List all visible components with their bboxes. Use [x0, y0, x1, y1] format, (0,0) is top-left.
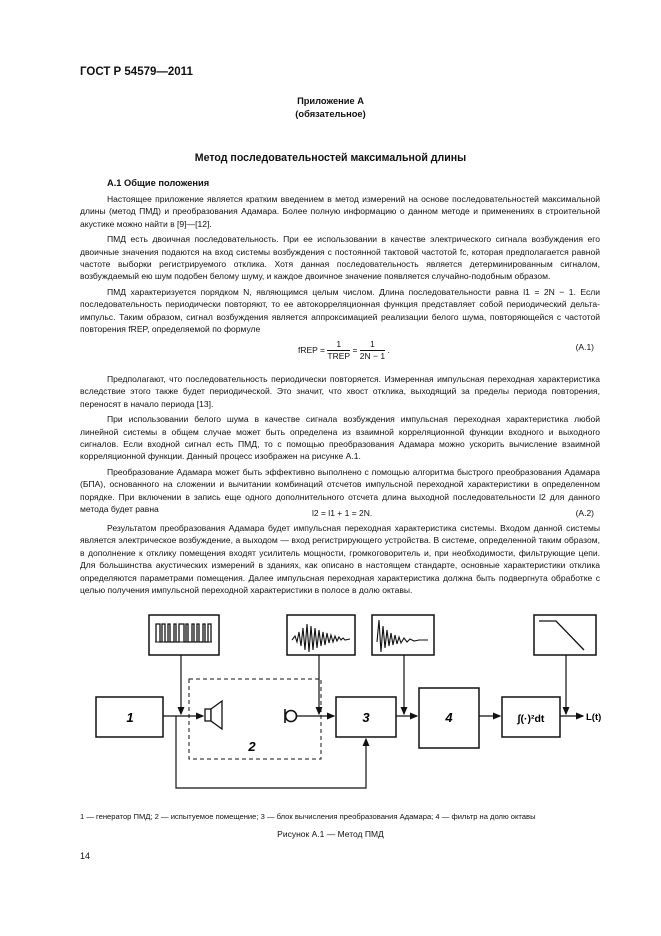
- decay-curve-thumbnail: [534, 615, 596, 655]
- output-label: L(t): [586, 712, 602, 723]
- mls-signal-thumbnail: [149, 615, 219, 655]
- paragraph: Преобразование Адамара может быть эффективно выполнено с помощью алгоритма быстрого преобразования Адамара (БПА), основанного на сложении и вычитании комбинаций отсчетов импульсной переходной характеристики в определенном порядке. При включении в запись еще одного дополнительного отсчета длина выходной последовательности l2 для данного метода будет равна: [80, 466, 600, 515]
- integrator-label: ∫(·)²dt: [517, 713, 545, 725]
- paragraph: Настоящее приложение является кратким введением в метод измерений на основе последовательностей максимальной длины (метод ПМД) и преобразования Адамара. Более полную информацию о данном методе и применениях в строительной акустике можно найти в [9]—[12].: [80, 194, 600, 229]
- document-header: ГОСТ Р 54579—2011: [80, 66, 193, 78]
- paragraph: ПМД есть двоичная последовательность. При ее использовании в качестве электрического сигнала возбуждения его двоичные значения подаются на вход системы возбуждения с постоянной тактовой частотой fc, которая предполагается равной частоте выборки регистрируемого отклика. Хотя данная последовательность является детерминированным сигналом, возбуждаемый ею шум подобен белому шуму, и каждое двоичное значение появляется случайно-подобным образом.: [80, 234, 600, 282]
- block-label: 2: [248, 739, 256, 754]
- formula-number: (А.1): [575, 342, 594, 352]
- impulse-response-thumbnail: [372, 615, 434, 655]
- block-label: 4: [445, 710, 453, 725]
- page-number: 14: [80, 851, 91, 861]
- paragraph: При использовании белого шума в качестве сигнала возбуждения импульсная переходная характеристика любой линейной системы в общем случае может быть определена из взаимной корреляционной функции входного и выходного сигналов. Если входной сигнал есть ПМД, то с помощью преобразования Адамара можно ускорить вычисление взаимной корреляционной функции. Данный процесс изображен на рисунке А.1.: [80, 414, 600, 462]
- fraction: [327, 339, 350, 362]
- block-label: 3: [362, 710, 370, 725]
- formula-tail: .: [387, 344, 390, 355]
- numerator: 1: [370, 339, 375, 349]
- figure-legend: 1 — генератор ПМД; 2 — испытуемое помещение; 3 — блок вычисления преобразования Адамара; 4 — фильтр на долю октавы: [80, 812, 536, 821]
- denominator: 2N − 1: [359, 351, 386, 361]
- annex-title: Метод последовательностей максимальной длины: [194, 152, 467, 164]
- formula-number: (А.2): [575, 508, 594, 518]
- formula-a2: [80, 508, 600, 522]
- fraction: [360, 339, 385, 362]
- text-block-1: [80, 193, 600, 335]
- annex-name: Приложение А: [297, 96, 364, 106]
- paragraph: Предполагают, что последовательность периодически повторяется. Измеренная импульсная переходная характеристика вследствие этого также будет периодической. Это значит, что хвост отклика, выходящий за пределы периода повторения, переносят в начало периода [13].: [80, 374, 600, 409]
- section-heading: А.1 Общие положения: [107, 178, 210, 188]
- text-block-3: [80, 522, 600, 596]
- annex-status: (обязательное): [295, 109, 366, 119]
- loudspeaker-icon: [205, 701, 222, 729]
- block-label: 1: [126, 710, 134, 725]
- formula-body: l2 = l1 + 1 = 2N.: [312, 508, 373, 518]
- denominator: TREP: [327, 351, 351, 361]
- equals-sign: =: [352, 344, 358, 355]
- paragraph: Результатом преобразования Адамара будет импульсная переходная характеристика системы. Входом данной системы является электрическое возбуждение, а выходом — вход регистрирующего устройства. В системе, определенной таким образом, в дополнение к отклику помещения входят усилитель мощности, громкоговоритель и, при необходимости, фильтрующие цепи. Для большинства акустических измерений в зданиях, как описано в настоящем стандарте, основные характеристики отклика определяются параметрами помещения. Далее импульсная переходная характеристика должна быть подвергнута обработке с целью получения импульсной переходной характеристики в полосе в долю октавы.: [80, 523, 600, 596]
- microphone-icon: [285, 709, 297, 723]
- figure-a1-diagram: [0, 605, 661, 805]
- paragraph: ПМД характеризуется порядком N, являющимся целым числом. Длина последовательности равна l1 = 2N − 1. Если последовательность периодически повторяют, то ее автокорреляционная функция представляет собой периодический дельта-импульс. Таким образом, сигнал возбуждения является аппроксимацией реализации белого шума, повторяющейся с частотой повторения fREP, определяемой по формуле: [80, 286, 600, 335]
- numerator: 1: [336, 339, 342, 349]
- figure-caption: Рисунок А.1 — Метод ПМД: [277, 829, 384, 839]
- formula-a1: [80, 339, 600, 367]
- response-signal-thumbnail: [287, 615, 355, 655]
- formula-lhs: fREP =: [298, 344, 326, 355]
- text-block-2: [80, 373, 600, 515]
